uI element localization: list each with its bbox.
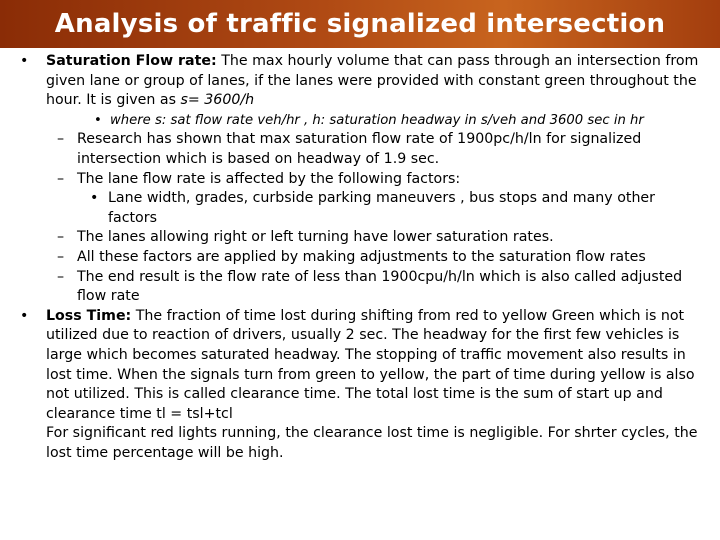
slide-content bbox=[0, 52, 720, 463]
bullet-marker: • bbox=[20, 53, 29, 69]
bullet-marker: • bbox=[90, 190, 99, 207]
continuation-text: For significant red lights running, the clearance lost time is negligible. For shrter cycles, the lost time percentage will be high. bbox=[46, 425, 698, 461]
dash-marker: – bbox=[57, 229, 65, 246]
sub-item-adjustments bbox=[0, 248, 720, 268]
dash-marker: – bbox=[57, 170, 65, 187]
dash-marker: – bbox=[57, 131, 65, 148]
factor-text: Lane width, grades, curbside parking maneuvers , bus stops and many other factors bbox=[108, 190, 655, 226]
loss-term: Loss Time: bbox=[46, 307, 132, 324]
bullet-marker: • bbox=[94, 112, 102, 128]
sub-item-text: The end result is the flow rate of less than 1900cpu/h/ln which is also called adjusted flow rate bbox=[77, 268, 683, 305]
sub-item-turning bbox=[0, 228, 720, 248]
bullet-marker: • bbox=[20, 307, 29, 324]
sub-item-text: The lanes allowing right or left turning have lower saturation rates. bbox=[77, 229, 554, 246]
formula-note-text: where s: sat flow rate veh/hr , h: saturation headway in s/veh and 3600 sec in hr bbox=[110, 112, 644, 128]
loss-time-continuation bbox=[0, 424, 720, 463]
bullet-loss-time bbox=[0, 307, 720, 425]
factor-list-item bbox=[0, 189, 720, 228]
title-bar bbox=[0, 0, 720, 48]
sub-item-factors bbox=[0, 170, 720, 190]
sub-item-end-result bbox=[0, 268, 720, 307]
loss-text: The fraction of time lost during shifting from red to yellow Green which is not utilized due to reaction of drivers, usually 2 sec. The headway for the first few vehicles is large which becomes saturated headway. The stopping of traffic movement also results in lost time. When the signals turn from green to yellow, the part of time during yellow is also not utilized. This is called clearance time. The total lost time is the sum of start up and clearance time tl = tsl+tcl bbox=[46, 307, 695, 422]
saturation-formula: s= 3600/h bbox=[180, 92, 255, 109]
bullet-saturation-flow bbox=[0, 52, 720, 111]
sub-item-text: The lane flow rate is affected by the following factors: bbox=[77, 170, 461, 187]
sub-item-text: Research has shown that max saturation flow rate of 1900pc/h/ln for signalized intersection which is based on headway of 1.9 sec. bbox=[77, 131, 642, 167]
saturation-text: The max hourly volume that can pass through an intersection from given lane or group of lanes, if the lanes were provided with constant green throughout the hour. It is given as bbox=[46, 53, 699, 109]
saturation-term: Saturation Flow rate: bbox=[46, 53, 217, 69]
slide-title: Analysis of traffic signalized intersection bbox=[54, 9, 666, 39]
formula-note bbox=[0, 111, 720, 131]
sub-item-text: All these factors are applied by making adjustments to the saturation flow rates bbox=[77, 248, 646, 265]
dash-marker: – bbox=[57, 268, 65, 285]
sub-item-research bbox=[0, 130, 720, 169]
dash-marker: – bbox=[57, 248, 65, 265]
